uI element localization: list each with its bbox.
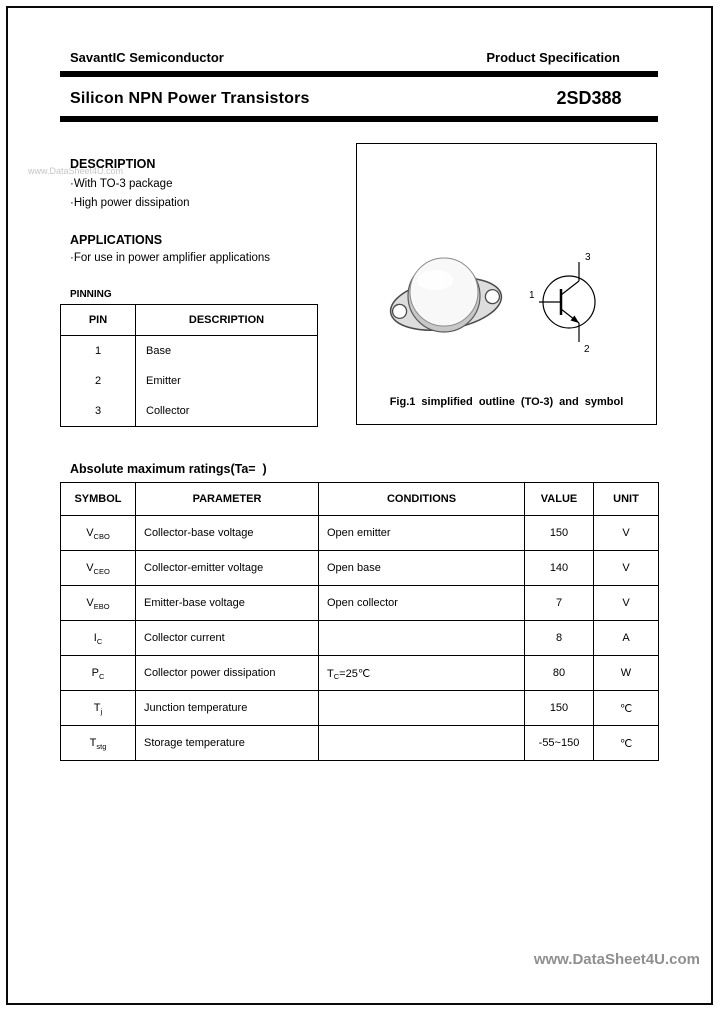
value-column-header: VALUE: [525, 483, 594, 516]
pinning-row: [61, 396, 318, 427]
unit-cell: ℃: [594, 691, 659, 726]
symbol-main: T: [93, 702, 101, 714]
ratings-row: [61, 726, 659, 761]
ratings-header-row: [61, 483, 659, 516]
conditions-cell: [319, 726, 525, 761]
unit-cell: A: [594, 621, 659, 656]
parameter-column-header: PARAMETER: [136, 483, 319, 516]
parameter-cell: Collector-base voltage: [136, 516, 319, 551]
cond-rest: =25℃: [339, 667, 371, 680]
unit-cell: V: [594, 551, 659, 586]
description-column-header: DESCRIPTION: [136, 305, 318, 336]
conditions-cell: [319, 586, 525, 621]
ratings-row: [61, 516, 659, 551]
to3-can-dome: [410, 258, 478, 326]
conditions-cell: [319, 516, 525, 551]
pinning-heading: PINNING: [70, 289, 112, 300]
parameter-cell: Collector current: [136, 621, 319, 656]
ratings-heading: Absolute maximum ratings(Ta= ): [70, 462, 267, 476]
parameter-cell: Storage temperature: [136, 726, 319, 761]
value-cell: 140: [525, 551, 594, 586]
cond-main: T: [327, 667, 334, 680]
company-name: SavantIC Semiconductor: [70, 50, 224, 65]
unit-cell: ℃: [594, 726, 659, 761]
parameter-cell: Emitter-base voltage: [136, 586, 319, 621]
figure-box: [356, 143, 657, 425]
symbol-subscript: CBO: [93, 531, 110, 541]
watermark-top: www.DataSheet4U.com: [28, 166, 124, 176]
symbol-subscript: EBO: [93, 601, 110, 611]
symbol-cell: [61, 621, 136, 656]
symbol-main: I: [93, 632, 97, 644]
header-divider: [60, 71, 658, 77]
page-title: Silicon NPN Power Transistors: [70, 90, 310, 107]
emitter-pin-label: 2: [584, 344, 590, 355]
parameter-cell: Collector power dissipation: [136, 656, 319, 691]
unit-column-header: UNIT: [594, 483, 659, 516]
ratings-row: [61, 586, 659, 621]
pin-number: 1: [94, 345, 102, 357]
pinning-table: [60, 304, 318, 427]
symbol-subscript: j: [100, 706, 103, 716]
symbol-subscript: C: [96, 636, 103, 646]
applications-heading: APPLICATIONS: [70, 233, 163, 247]
symbol-subscript: CEO: [93, 566, 110, 576]
conditions-cell: [319, 551, 525, 586]
value-cell: 80: [525, 656, 594, 691]
value-cell: 8: [525, 621, 594, 656]
description-item: ·With TO-3 package: [70, 178, 173, 190]
symbol-main: T: [89, 737, 97, 749]
value-cell: 150: [525, 691, 594, 726]
cond-main: Open emitter: [327, 527, 391, 539]
base-pin-label: 1: [529, 290, 535, 301]
figure-caption: Fig.1 simplified outline (TO-3) and symbol: [389, 396, 624, 408]
unit-cell: W: [594, 656, 659, 691]
watermark-footer: www.DataSheet4U.com: [533, 951, 700, 968]
applications-item: ·For use in power amplifier applications: [70, 252, 271, 264]
to3-can-highlight: [417, 270, 453, 290]
collector-pin-label: 3: [585, 252, 591, 263]
pin-description: Base: [136, 336, 318, 367]
ratings-row: [61, 551, 659, 586]
doc-type-label: Product Specification: [486, 50, 620, 65]
description-heading: DESCRIPTION: [70, 157, 156, 171]
part-number: 2SD388: [556, 88, 622, 108]
description-item: ·High power dissipation: [70, 197, 190, 209]
pinning-row: [61, 366, 318, 396]
ratings-row: [61, 656, 659, 691]
cond-subscript: C: [333, 672, 340, 681]
symbol-subscript: stg: [96, 741, 107, 751]
pinning-header-row: [61, 305, 318, 336]
conditions-column-header: CONDITIONS: [319, 483, 525, 516]
pin-number: 2: [94, 375, 102, 387]
symbol-subscript: C: [98, 671, 105, 681]
value-cell: 7: [525, 586, 594, 621]
symbol-cell: [61, 586, 136, 621]
unit-cell: V: [594, 516, 659, 551]
symbol-main: V: [86, 562, 94, 574]
pin-description: Collector: [136, 396, 318, 427]
cond-main: Open base: [327, 562, 381, 574]
figure-drawing: [357, 144, 654, 384]
symbol-cell: [61, 516, 136, 551]
ratings-row: [61, 691, 659, 726]
symbol-cell: [61, 726, 136, 761]
pin-number: 3: [94, 405, 102, 417]
pin-column-header: PIN: [61, 305, 136, 336]
conditions-cell: [319, 656, 525, 691]
symbol-main: V: [86, 597, 94, 609]
pinning-row: [61, 336, 318, 367]
parameter-cell: Junction temperature: [136, 691, 319, 726]
symbol-column-header: SYMBOL: [61, 483, 136, 516]
title-divider: [60, 116, 658, 122]
parameter-cell: Collector-emitter voltage: [136, 551, 319, 586]
conditions-cell: [319, 621, 525, 656]
npn-symbol: [539, 262, 595, 342]
symbol-cell: [61, 691, 136, 726]
ratings-row: [61, 621, 659, 656]
cond-main: Open collector: [327, 597, 398, 609]
pin-description: Emitter: [136, 366, 318, 396]
value-cell: -55~150: [525, 726, 594, 761]
abs-max-ratings-table: [60, 482, 659, 761]
symbol-cell: [61, 656, 136, 691]
value-cell: 150: [525, 516, 594, 551]
symbol-cell: [61, 551, 136, 586]
symbol-main: V: [86, 527, 94, 539]
unit-cell: V: [594, 586, 659, 621]
symbol-main: P: [91, 667, 99, 679]
conditions-cell: [319, 691, 525, 726]
